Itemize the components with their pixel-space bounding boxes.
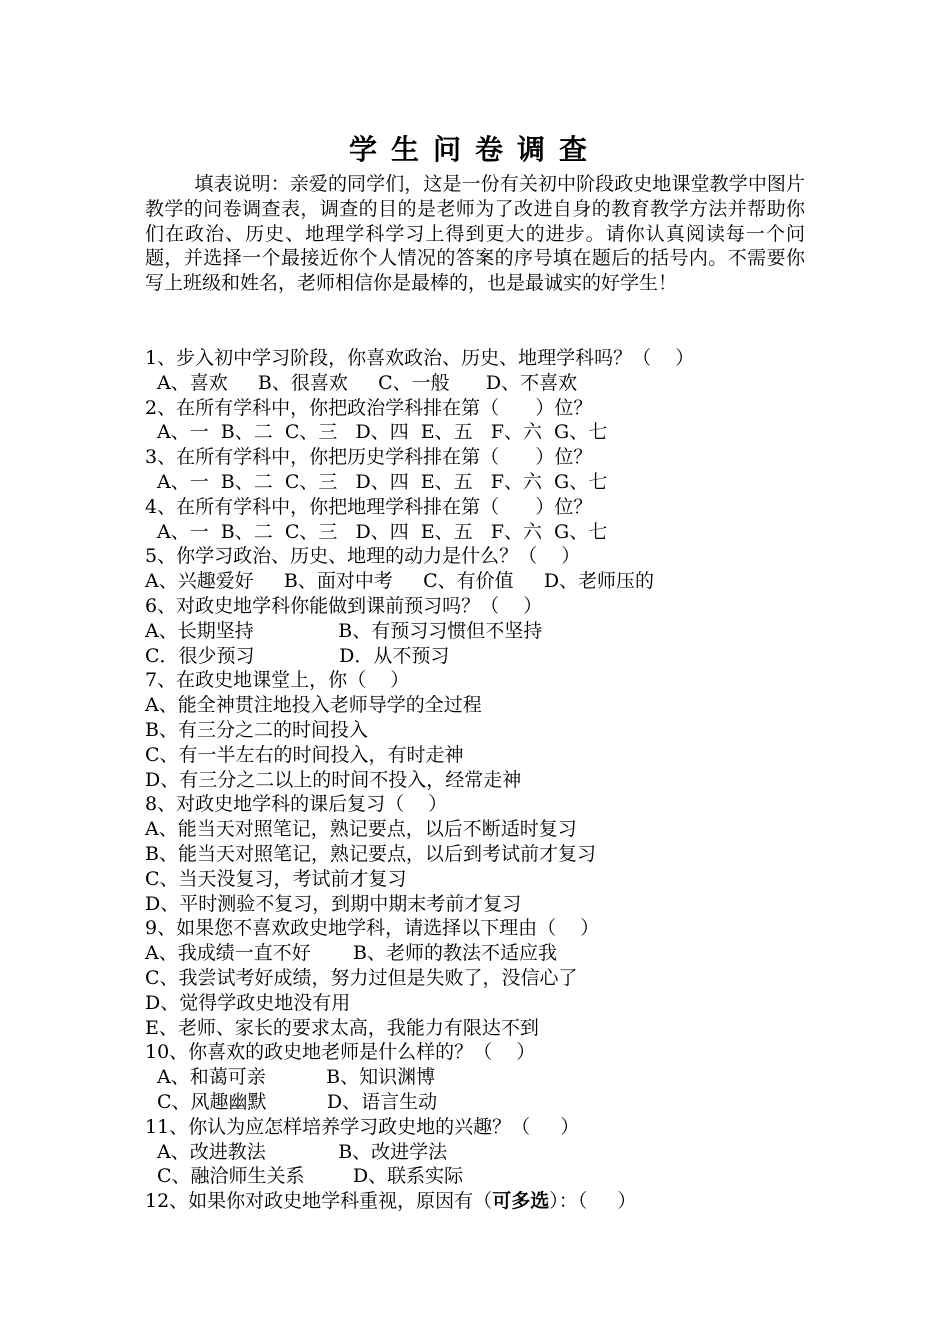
question-10-options-row-1: A、和蔼可亲 B、知识渊博	[157, 1066, 436, 1089]
intro-paragraph: 填表说明：亲爱的同学们，这是一份有关初中阶段政史地课堂教学中图片教学的问卷调查表，调查的目的是老师为了改进自身的教育教学方法并帮助你们在政治、历史、地理学科学习上得到更大的进步。请你认真阅读每一个问题，并选择一个最接近你个人情况的答案的序号填在题后的括号内。不需要你写上班级和姓名，老师相信你是最棒的，也是最诚实的好学生！	[145, 173, 805, 295]
question-10: 10、你喜欢的政史地老师是什么样的？（ ）	[145, 1041, 536, 1064]
question-12-text: 12、如果你对政史地学科重视，原因有（	[145, 1190, 493, 1213]
question-10-options-row-2: C、风趣幽默 D、语言生动	[157, 1090, 438, 1113]
multi-select-note: 可多选	[492, 1190, 550, 1213]
question-4: 4、在所有学科中，你把地理学科排在第（ ）位？	[145, 495, 593, 518]
question-9: 9、如果您不喜欢政史地学科，请选择以下理由（ ）	[145, 917, 600, 940]
question-5-options: A、兴趣爱好 B、面对中考 C、有价值 D、老师压的	[145, 570, 655, 593]
question-7-option-a: A、能全神贯注地投入老师导学的全过程	[145, 694, 482, 717]
question-6: 6、对政史地学科你能做到课前预习吗？（ ）	[145, 594, 543, 617]
question-8-option-c: C、当天没复习，考试前才复习	[145, 867, 407, 890]
question-8-option-a: A、能当天对照笔记，熟记要点，以后不断适时复习	[145, 818, 577, 841]
question-9-option-e: E、老师、家长的要求太高，我能力有限达不到	[145, 1016, 539, 1039]
question-7-option-b: B、有三分之二的时间投入	[145, 718, 368, 741]
question-6-options-row-2: C．很少预习 D．从不预习	[145, 644, 450, 667]
question-8-option-d: D、平时测验不复习，到期中期末考前才复习	[145, 892, 522, 915]
question-list	[145, 346, 825, 1214]
question-2-options: A、一 B、二 C、三 D、四 E、五 F、六 G、七	[157, 421, 608, 444]
question-1-options: A、喜欢 B、很喜欢 C、一般 D、不喜欢	[157, 371, 578, 394]
question-11-options-row-2: C、融洽师生关系 D、联系实际	[157, 1165, 464, 1188]
question-9-option-c: C、我尝试考好成绩，努力过但是失败了，没信心了	[145, 966, 578, 989]
question-1: 1、步入初中学习阶段，你喜欢政治、历史、地理学科吗？（ ）	[145, 347, 695, 369]
question-12-answer-blank: ）：（ ）	[549, 1190, 637, 1213]
question-7-option-d: D、有三分之二以上的时间不投入，经常走神	[145, 768, 522, 791]
question-7: 7、在政史地课堂上，你（ ）	[145, 669, 410, 692]
question-3: 3、在所有学科中，你把历史学科排在第（ ）位？	[145, 446, 593, 469]
question-11-options-row-1: A、改进教法 B、改进学法	[157, 1140, 448, 1163]
question-8-option-b: B、能当天对照笔记，熟记要点，以后到考试前才复习	[145, 842, 596, 865]
question-12	[145, 1189, 825, 1214]
question-11: 11、你认为应怎样培养学习政史地的兴趣？（ ）	[145, 1115, 580, 1138]
question-2: 2、在所有学科中，你把政治学科排在第（ ）位？	[145, 396, 593, 419]
question-8: 8、对政史地学科的课后复习（ ）	[145, 793, 448, 816]
page-title: 学生问卷调查	[348, 133, 601, 166]
question-9-option-d: D、觉得学政史地没有用	[145, 991, 351, 1014]
question-5: 5、你学习政治、历史、地理的动力是什么？（ ）	[145, 545, 581, 568]
question-6-options-row-1: A、长期坚持 B、有预习习惯但不坚持	[145, 619, 543, 642]
question-4-options: A、一 B、二 C、三 D、四 E、五 F、六 G、七	[157, 520, 608, 543]
question-9-options-ab: A、我成绩一直不好 B、老师的教法不适应我	[145, 942, 557, 965]
question-3-options: A、一 B、二 C、三 D、四 E、五 F、六 G、七	[157, 470, 608, 493]
question-7-option-c: C、有一半左右的时间投入，有时走神	[145, 743, 464, 766]
